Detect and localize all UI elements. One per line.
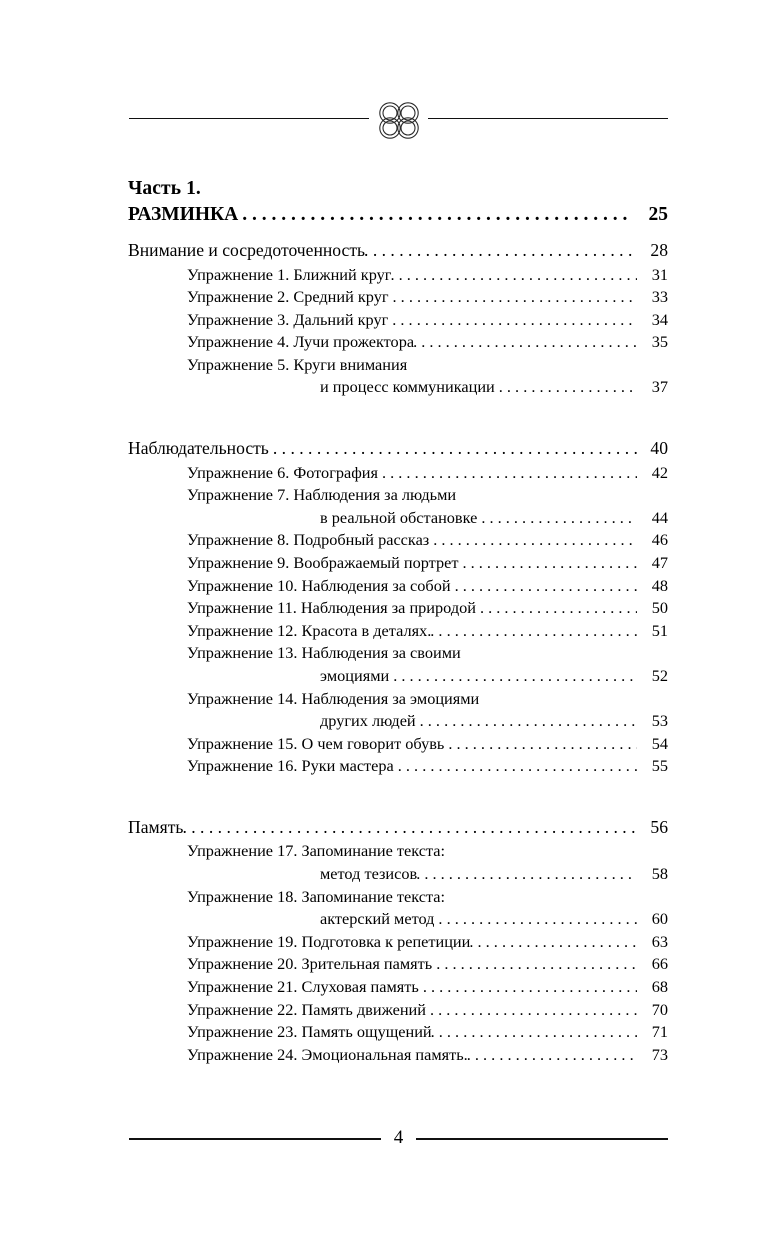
entry-label-continuation: метод тезисов [320,863,418,883]
page-number: 55 [651,756,668,776]
dot-leader [469,937,637,953]
toc-row-entry[interactable] [128,264,668,287]
page-number: 71 [651,1022,668,1042]
entry-label: Упражнение 21. Слуховая память [187,976,419,996]
entry-label: Упражнение 22. Память движений [187,999,426,1019]
page-number: 31 [651,264,668,284]
entry-label: Упражнение 18. Запоминание текста: [187,886,446,906]
page-footer [129,1125,668,1153]
entry-label: Упражнение 24. Эмоциональная память. [187,1044,468,1064]
dot-leader [398,762,637,778]
page-number: 40 [650,438,668,459]
toc-row-entry[interactable] [128,931,668,954]
entry-label: Упражнение 23. Память ощущений [187,1022,432,1042]
toc-row-entry[interactable] [128,462,668,485]
entry-label: Упражнение 4. Лучи прожектора [187,332,415,352]
toc-row-entry[interactable] [128,597,668,620]
dot-leader [413,338,637,354]
dot-leader [416,869,637,885]
page-number: 54 [651,733,668,753]
dot-leader [481,513,637,529]
entry-label: Упражнение 12. Красота в деталях. [187,620,432,640]
entry-label-continuation: эмоциями [320,665,390,685]
toc-row-entry[interactable] [128,886,668,909]
dot-leader [430,1005,637,1021]
page-number: 63 [651,931,668,951]
toc-row-entry[interactable] [128,953,668,976]
page-number: 58 [651,863,668,883]
toc-row-entry[interactable] [128,1021,668,1044]
entry-label: Упражнение 15. О чем говорит обувь [187,733,445,753]
dot-leader [462,558,637,574]
entry-label: Упражнение 9. Воображаемый портрет [187,552,459,572]
toc-row-entry[interactable] [128,733,668,756]
page-number: 52 [651,665,668,685]
page-number: 68 [651,976,668,996]
page-number: 44 [651,507,668,527]
entry-label: Упражнение 8. Подробный рассказ [187,530,430,550]
entry-label-continuation: других людей [320,711,416,731]
toc-row-section[interactable] [128,815,668,841]
part-heading-line2: РАЗМИНКА [128,203,239,225]
toc-row-entry-continuation[interactable] [128,376,668,399]
toc-row-part[interactable] [128,202,668,228]
entry-label-continuation: и процесс коммуникации [320,377,495,397]
dot-leader [446,847,637,863]
toc-row-entry[interactable] [128,976,668,999]
toc-row-entry[interactable] [128,755,668,778]
toc-row-entry[interactable] [128,354,668,377]
entry-label: Упражнение 7. Наблюдения за людьми [187,485,457,505]
page-number: 50 [651,598,668,618]
section-title: Наблюдательность [128,438,269,459]
page-number: 34 [651,309,668,329]
toc-row-entry[interactable] [128,331,668,354]
toc-row-entry[interactable] [128,642,668,665]
toc-row-entry[interactable] [128,575,668,598]
entry-label-continuation: в реальной обстановке [320,507,478,527]
dot-leader [364,246,637,264]
dot-leader [448,739,637,755]
entry-label: Упражнение 13. Наблюдения за своими [187,643,461,663]
toc-row-entry[interactable] [128,309,668,332]
part-heading-line1: Часть 1. [128,178,201,199]
dot-leader [467,1050,637,1066]
dot-leader [480,603,637,619]
toc-row-entry[interactable] [128,552,668,575]
dot-leader [382,468,637,484]
entry-label: Упражнение 20. Зрительная память [187,954,433,974]
dot-leader [436,960,637,976]
dot-leader [499,383,637,399]
page-number: 25 [648,203,668,225]
page-number: 33 [651,287,668,307]
dot-leader [182,823,637,841]
toc-row-entry-continuation[interactable] [128,507,668,530]
entry-label: Упражнение 10. Наблюдения за собой [187,575,451,595]
page-number: 47 [651,552,668,572]
page-number: 60 [651,909,668,929]
toc-row-entry[interactable] [128,688,668,711]
header-rule-left [129,118,369,119]
entry-label: Упражнение 6. Фотография [187,462,378,482]
dot-leader [480,694,637,710]
toc-row-entry[interactable] [128,286,668,309]
dot-leader [462,649,637,665]
dot-leader [393,671,637,687]
entry-label: Упражнение 3. Дальний круг [187,309,389,329]
table-of-contents [128,176,668,1066]
toc-row-entry[interactable] [128,840,668,863]
page-number: 73 [651,1044,668,1064]
toc-row-entry[interactable] [128,620,668,643]
toc-row-entry[interactable] [128,484,668,507]
entry-label: Упражнение 19. Подготовка к репетиции [187,931,471,951]
dot-leader [408,360,637,376]
section-spacer [128,778,668,804]
dot-leader [393,292,637,308]
footer-page-number: 4 [393,1127,404,1148]
toc-row-section[interactable] [128,238,668,264]
dot-leader [242,208,633,228]
entry-label: Упражнение 1. Ближний круг [187,264,392,284]
entry-label: Упражнение 5. Круги внимания [187,354,408,374]
quatrefoil-knot-ornament-icon [368,98,430,142]
dot-leader [438,914,637,930]
entry-label: Упражнение 2. Средний круг [187,287,389,307]
section-spacer [128,399,668,425]
dot-leader [420,716,637,732]
dot-leader [446,892,637,908]
page-number: 28 [650,240,668,260]
page-number: 48 [651,575,668,595]
toc-row-entry[interactable] [128,1044,668,1067]
part-heading [128,176,668,202]
page-number: 53 [651,711,668,731]
dot-leader [457,490,637,506]
header-ornament-band [129,98,668,142]
toc-row-entry-continuation[interactable] [128,908,668,931]
page-number: 46 [651,530,668,550]
toc-row-section[interactable] [128,436,668,462]
header-rule-right [428,118,668,119]
footer-rule-left [129,1138,381,1139]
toc-row-entry-continuation[interactable] [128,863,668,886]
entry-label: Упражнение 17. Запоминание текста: [187,841,446,861]
footer-rule-right [416,1138,668,1139]
dot-leader [392,315,637,331]
toc-row-entry[interactable] [128,529,668,552]
dot-leader [430,626,637,642]
page-number: 35 [651,332,668,352]
toc-row-entry-continuation[interactable] [128,665,668,688]
page-number: 51 [651,620,668,640]
section-title: Память [128,816,184,837]
entry-label: Упражнение 14. Наблюдения за эмоциями [187,688,480,708]
page-number: 70 [651,999,668,1019]
entry-label: Упражнение 16. Руки мастера [187,756,394,776]
entry-label: Упражнение 11. Наблюдения за природой [187,598,476,618]
dot-leader [433,536,637,552]
page-number: 56 [650,816,668,837]
dot-leader [390,270,637,286]
toc-row-entry[interactable] [128,999,668,1022]
dot-leader [423,982,637,998]
page-number: 42 [651,462,668,482]
dot-leader [431,1027,637,1043]
page-number: 37 [651,377,668,397]
dot-leader [273,444,637,462]
entry-label-continuation: актерский метод [320,909,435,929]
dot-leader [455,581,637,597]
page-number: 66 [651,954,668,974]
section-title: Внимание и сосредоточенность [128,240,366,260]
toc-row-entry-continuation[interactable] [128,710,668,733]
